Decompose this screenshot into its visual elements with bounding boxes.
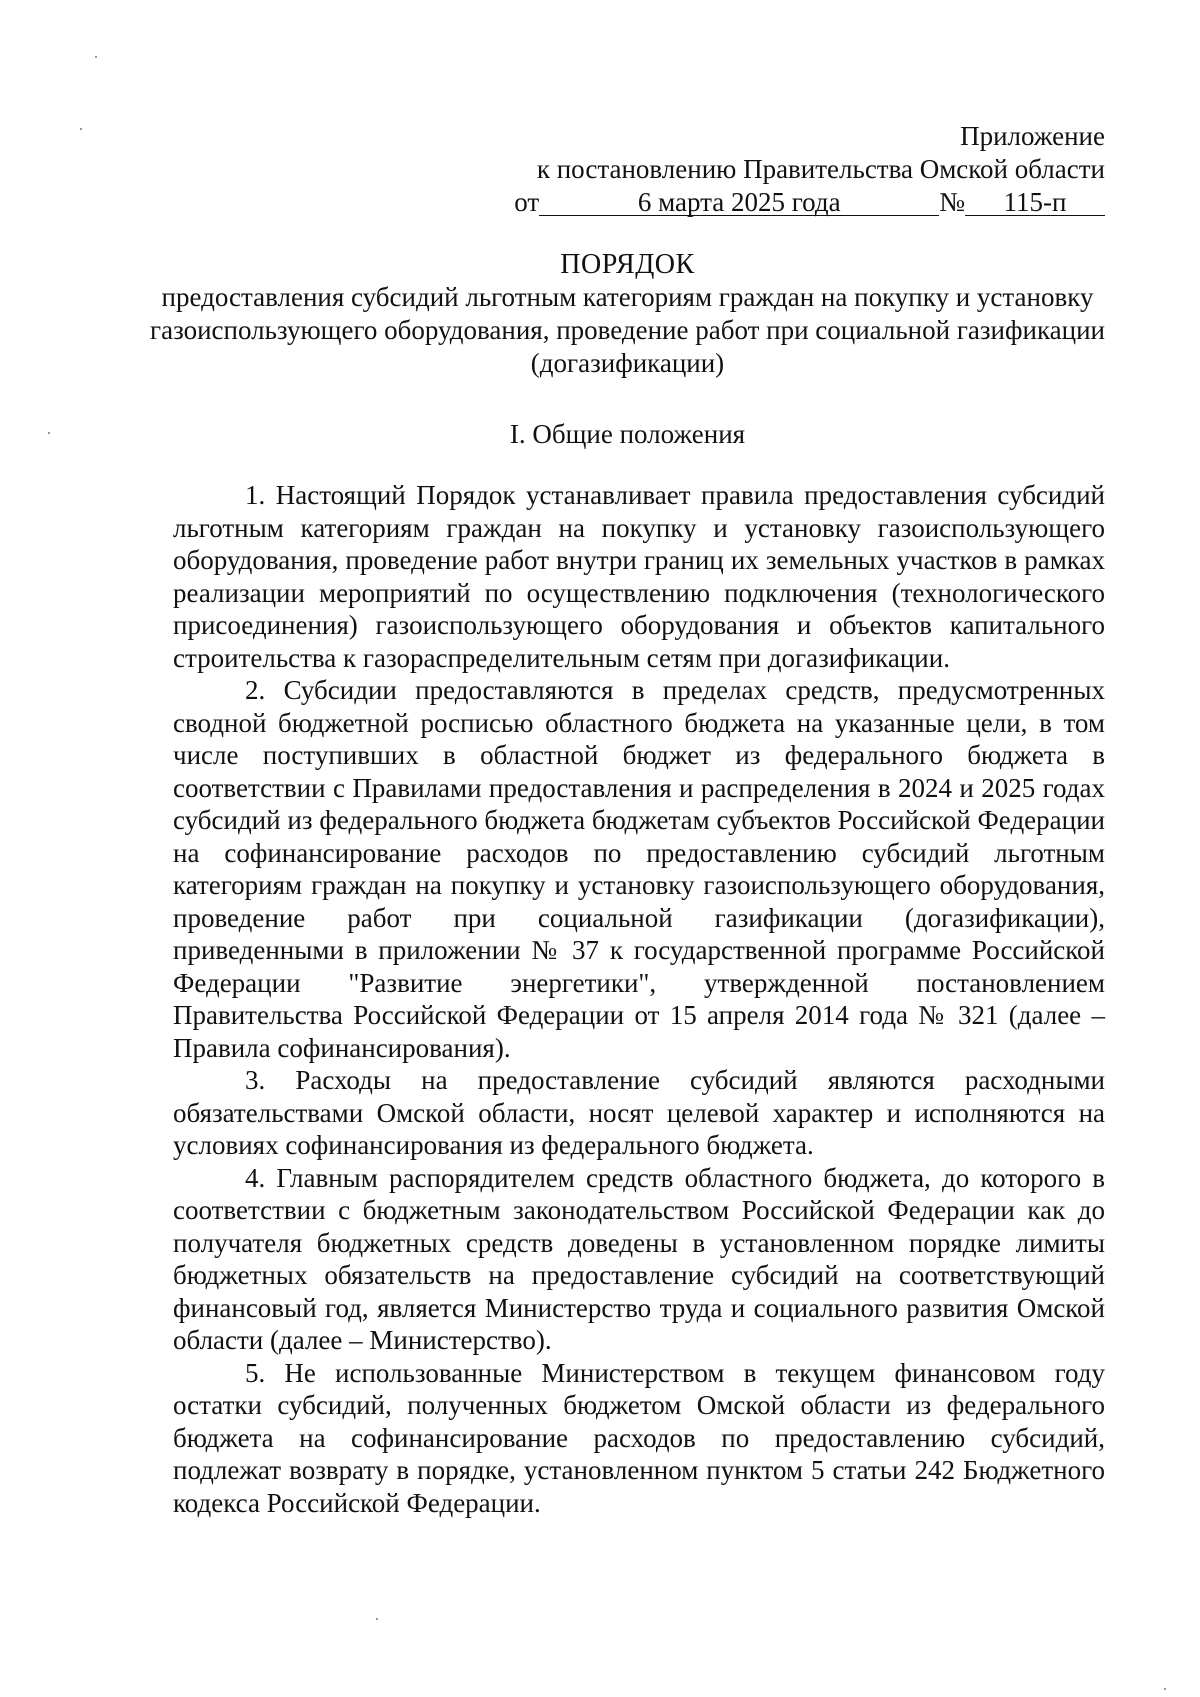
paragraph-4: 4. Главным распорядителем средств областного бюджета, до которого в соответствии с бюджетным законодательством Российской Федерации как до получателя бюджетных средств доведены в установленном порядке лимиты бюджетных обязательств на предоставление субсидий на соответствующий финансовый год, является Министерство труда и социального развития Омской области (далее – Министерство). xyxy=(173,1162,1105,1355)
paragraph-1: 1. Настоящий Порядок устанавливает правила предоставления субсидий льготным категориям граждан на покупку и установку газоиспользующего оборудования, проведение работ внутри границ их земельных участков в рамках реализации мероприятий по осуществлению подключения (технологического присоединения) газоиспользующего оборудования и объектов капитального строительства к газораспределительным сетям при догазификации. xyxy=(173,480,1105,673)
paragraph-3: 3. Расходы на предоставление субсидий являются расходными обязательствами Омской области, носят целевой характер и исполняются на условиях софинансирования из федерального бюджета. xyxy=(173,1065,1105,1160)
number-prefix: № xyxy=(939,187,965,217)
document-subtitle: предоставления субсидий льготным категориям граждан на покупку и установку газоиспользующего оборудования, проведение работ при социальной газификации (догазификации) xyxy=(150,282,1105,378)
paragraph-2: 2. Субсидии предоставляются в пределах средств, предусмотренных сводной бюджетной росписью областного бюджета на указанные цели, в том числе поступивших в областной бюджет из федерального бюджета в соответствии с Правилами предоставления и распределения в 2024 и 2025 годах субсидий из федерального бюджета бюджетам субъектов Российской Федерации на софинансирование расходов по предоставлению субсидий льготным категориям граждан на покупку и установку газоиспользующего оборудования, проведение работ при социальной газификации (догазификации), приведенными в приложении № 37 к государственной программе Российской Федерации "Развитие энергетики", утвержденной постановлением Правительства Российской Федерации от 15 апреля 2014 года № 321 (далее – Правила софинансирования). xyxy=(173,675,1105,1063)
document-body xyxy=(173,479,1105,1519)
appendix-title: Приложение xyxy=(960,121,1105,151)
document-title-block xyxy=(150,248,1105,380)
paragraph-5: 5. Не использованные Министерством в текущем финансовом году остатки субсидий, полученных бюджетом Омской области из федерального бюджета на софинансирование расходов по предоставлению субсидий, подлежат возврату в порядке, установленном пунктом 5 статьи 242 Бюджетного кодекса Российской Федерации. xyxy=(173,1357,1105,1518)
scan-speck xyxy=(1164,1688,1166,1690)
resolution-number: 115-п xyxy=(965,189,1105,216)
document-heading: ПОРЯДОК xyxy=(560,249,695,280)
appendix-resolution-ref: к постановлению Правительства Омской области xyxy=(536,154,1105,184)
scan-speck xyxy=(48,432,50,434)
scan-speck xyxy=(80,128,82,130)
section-heading: I. Общие положения xyxy=(509,419,746,449)
date-prefix: от xyxy=(514,187,540,217)
appendix-date-number-line xyxy=(485,186,1105,219)
appendix-header xyxy=(485,120,1105,219)
scan-speck xyxy=(376,1618,378,1620)
scan-speck xyxy=(95,56,97,58)
resolution-date: 6 марта 2025 года xyxy=(539,189,939,216)
